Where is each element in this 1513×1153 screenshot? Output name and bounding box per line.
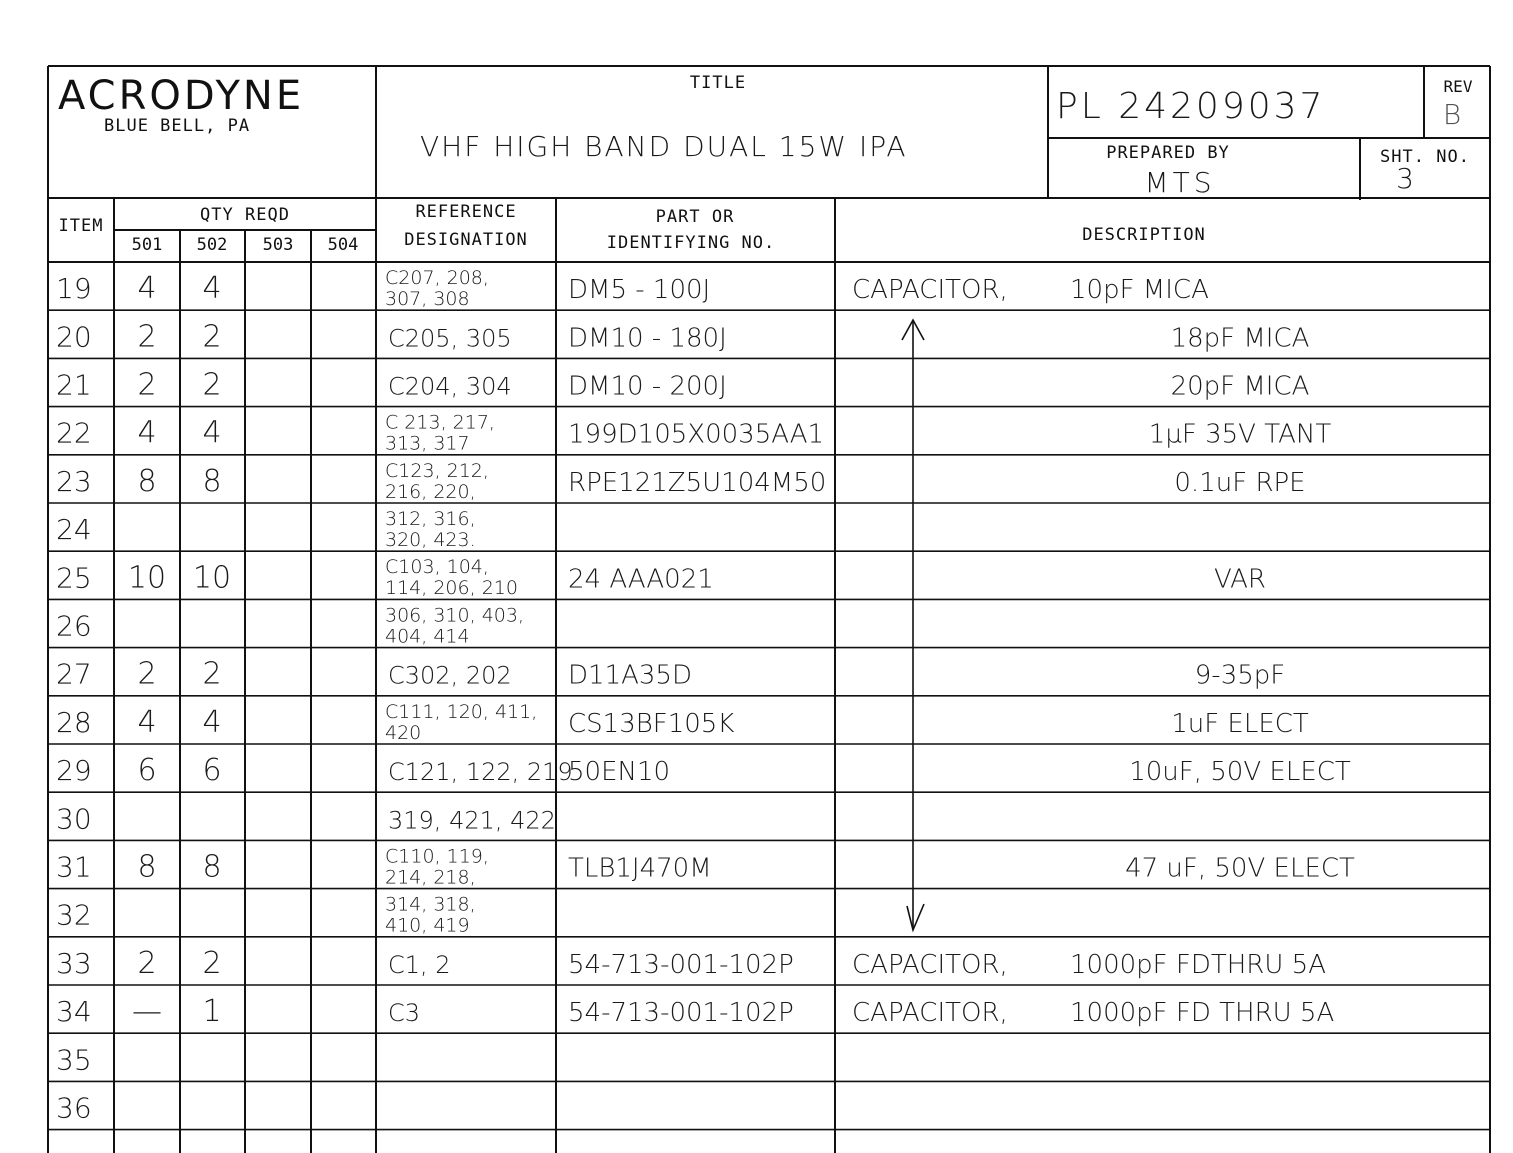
row-item-number: 27 <box>56 657 92 691</box>
company-logo-text: ACRODYNE <box>58 73 305 119</box>
row-item-number: 36 <box>56 1091 92 1125</box>
company-location: BLUE BELL, PA <box>104 116 251 136</box>
row-item-number: 21 <box>56 368 92 402</box>
row-reference-designation: C204, 304 <box>388 372 512 401</box>
row-qty-502: 6 <box>202 753 222 789</box>
row-reference-designation: 410, 419 <box>385 914 470 937</box>
row-part-number: 50EN10 <box>568 757 671 788</box>
row-qty-501: 8 <box>137 849 157 885</box>
prepared-by-value: MTS <box>1144 166 1216 199</box>
title-label: TITLE <box>689 73 747 93</box>
row-qty-501: 2 <box>137 656 157 692</box>
row-item-number: 19 <box>56 272 92 306</box>
row-item-number: 34 <box>56 995 92 1029</box>
parts-rows <box>48 267 1490 1130</box>
row-description-detail: 9-35pF <box>1194 660 1286 691</box>
header-qty-503: 503 <box>262 235 294 255</box>
row-reference-designation: C3 <box>388 999 421 1028</box>
row-item-number: 26 <box>56 609 92 643</box>
row-reference-designation: C205, 305 <box>388 324 512 353</box>
row-part-number: DM10 - 200J <box>568 371 727 402</box>
row-qty-501: 8 <box>137 463 157 499</box>
row-description-detail: VAR <box>1214 564 1266 595</box>
row-part-number: DM5 - 100J <box>568 275 711 306</box>
ditto-arrow <box>902 320 924 930</box>
row-reference-designation: 216, 220, <box>385 480 476 503</box>
row-description-type: CAPACITOR, <box>852 998 1008 1029</box>
sheet-no-label: SHT. NO. <box>1380 147 1470 167</box>
row-qty-502: 4 <box>202 271 222 307</box>
row-reference-designation: C110, 119, <box>385 845 489 868</box>
row-qty-502: 10 <box>192 560 232 596</box>
row-qty-501: 6 <box>137 753 157 789</box>
row-description-detail: 20pF MICA <box>1170 371 1310 402</box>
header-description: DESCRIPTION <box>1082 225 1206 245</box>
row-item-number: 28 <box>56 705 92 739</box>
row-description-type: CAPACITOR, <box>852 949 1008 980</box>
row-description-detail: 1µF 35V TANT <box>1148 419 1332 450</box>
header-reference-line1: REFERENCE <box>415 202 517 222</box>
row-reference-designation: 214, 218, <box>385 866 476 889</box>
row-part-number: DM10 - 180J <box>568 323 727 354</box>
row-reference-designation: 320, 423. <box>385 529 476 551</box>
header-qty-504: 504 <box>327 235 359 255</box>
header-part-line1: PART OR <box>655 207 735 227</box>
row-reference-designation: 313, 317 <box>385 432 470 455</box>
row-description-detail: 10pF MICA <box>1070 275 1209 306</box>
row-reference-designation: C207, 208, <box>385 267 489 289</box>
row-item-number: 35 <box>56 1043 92 1077</box>
row-qty-502: 2 <box>202 656 222 692</box>
row-item-number: 24 <box>56 513 92 547</box>
row-part-number: 24 AAA021 <box>568 564 714 595</box>
row-qty-501: 4 <box>137 415 157 451</box>
row-reference-designation: C1, 2 <box>388 950 451 979</box>
row-description-detail: 1000pF FD THRU 5A <box>1070 998 1335 1029</box>
row-qty-501: 4 <box>137 271 157 307</box>
row-qty-502: 8 <box>202 463 222 499</box>
rev-label: REV <box>1443 77 1473 96</box>
part-list-number: PL 24209037 <box>1056 86 1326 127</box>
header-reference-line2: DESIGNATION <box>404 230 528 250</box>
row-item-number: 25 <box>56 561 92 595</box>
row-description-detail: 1000pF FDTHRU 5A <box>1070 949 1326 980</box>
header-qty-reqd: QTY REQD <box>200 205 290 225</box>
row-part-number: 54-713-001-102P <box>568 949 794 980</box>
row-part-number: TLB1J470M <box>568 853 712 884</box>
row-reference-designation: C121, 122, 219 <box>388 758 573 787</box>
header-qty-501: 501 <box>131 235 163 255</box>
row-qty-502: 8 <box>202 849 222 885</box>
header-part-line2: IDENTIFYING NO. <box>606 233 776 253</box>
row-description-detail: 10uF, 50V ELECT <box>1129 757 1351 788</box>
row-reference-designation: C 213, 217, <box>385 411 495 434</box>
header-qty-502: 502 <box>196 235 228 255</box>
sheet-no-value: 3 <box>1396 162 1414 195</box>
row-item-number: 30 <box>56 802 92 836</box>
row-qty-502: 2 <box>202 945 222 981</box>
rev-value: B <box>1442 98 1462 131</box>
row-item-number: 32 <box>56 898 92 932</box>
row-description-detail: 47 uF, 50V ELECT <box>1125 853 1355 884</box>
row-reference-designation: C103, 104, <box>385 556 489 579</box>
row-qty-502: 4 <box>202 704 222 740</box>
row-reference-designation: 306, 310, 403, <box>385 604 524 627</box>
row-item-number: 33 <box>56 946 92 980</box>
row-reference-designation: C111, 120, 411, <box>385 700 538 723</box>
row-part-number: CS13BF105K <box>568 708 735 739</box>
row-part-number: D11A35D <box>568 660 692 691</box>
row-item-number: 29 <box>56 754 92 788</box>
row-reference-designation: C302, 202 <box>388 661 512 690</box>
row-part-number: 199D105X0035AA1 <box>568 419 825 450</box>
row-reference-designation: 114, 206, 210 <box>385 577 518 600</box>
row-item-number: 31 <box>56 850 92 884</box>
prepared-by-label: PREPARED BY <box>1106 143 1230 163</box>
row-reference-designation: 314, 318, <box>385 893 476 916</box>
row-reference-designation: 404, 414 <box>385 625 470 648</box>
row-description-detail: 18pF MICA <box>1170 323 1310 354</box>
row-qty-501: 2 <box>137 367 157 403</box>
drawing-title: VHF HIGH BAND DUAL 15W IPA <box>420 130 908 163</box>
row-qty-502: 1 <box>202 994 222 1030</box>
row-item-number: 22 <box>56 416 92 450</box>
row-qty-501: 2 <box>137 319 157 355</box>
row-qty-501: — <box>132 994 162 1030</box>
row-part-number: 54-713-001-102P <box>568 998 794 1029</box>
row-description-type: CAPACITOR, <box>852 275 1008 306</box>
row-qty-501: 10 <box>127 560 167 596</box>
row-description-detail: 1uF ELECT <box>1171 708 1309 739</box>
row-qty-502: 4 <box>202 415 222 451</box>
header-item: ITEM <box>58 216 104 236</box>
row-qty-501: 2 <box>137 945 157 981</box>
row-item-number: 23 <box>56 464 92 498</box>
row-qty-502: 2 <box>202 319 222 355</box>
row-reference-designation: C123, 212, <box>385 459 489 482</box>
row-reference-designation: 307, 308 <box>385 288 470 310</box>
row-qty-501: 4 <box>137 704 157 740</box>
row-reference-designation: 319, 421, 422 <box>388 806 556 835</box>
row-description-detail: 0.1uF RPE <box>1174 467 1306 498</box>
row-reference-designation: 420 <box>385 721 422 744</box>
row-qty-502: 2 <box>202 367 222 403</box>
row-reference-designation: 312, 316, <box>385 508 476 530</box>
row-part-number: RPE121Z5U104M50 <box>568 467 827 498</box>
row-item-number: 20 <box>56 320 92 354</box>
